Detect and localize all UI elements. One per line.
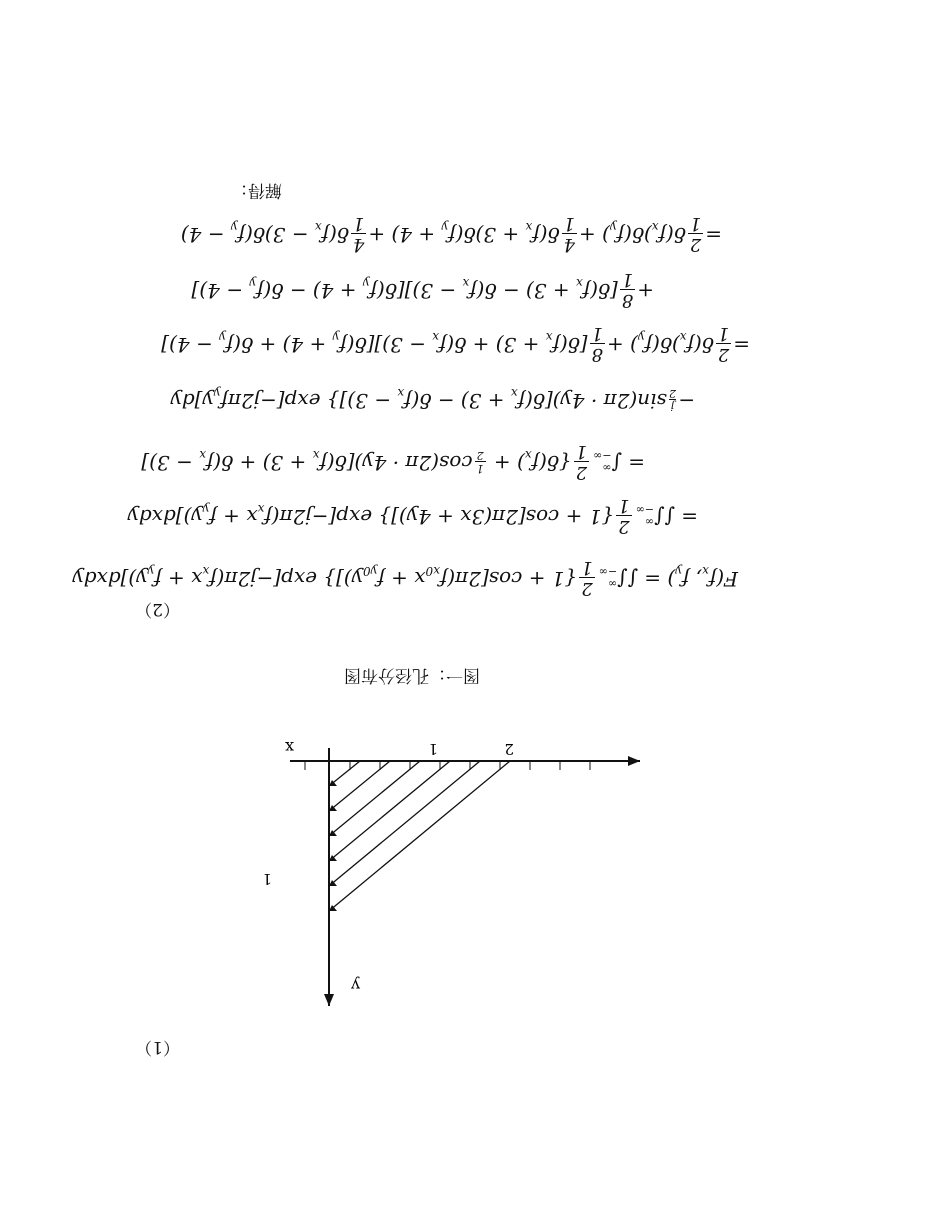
solution-label: 解得： [231,180,282,200]
equation-line-7: = 2 1 $\delta(f_x)\delta(f_y)$ + 4 1 $\delta(f_x + 3)\delta(f_y + 4)$ + 4 1 $\delta(f_x - 3)\delta(f_y - 4)$ [180,213,722,255]
equation-line-3: = ∫ ∞ −∞ 2 1 {$\delta(f_x)$ + 1 2 $\cos(2\pi \cdot 4y)[\delta(f_x + 3) + \delta(f_x - 3)]$ [141,441,645,483]
y-axis-label: y [350,976,360,995]
equation-line-4: − j 2 $\sin(2\pi \cdot 4y)[\delta(f_x + 3) - \delta(f_x - 3)]$} $\exp[-j2\pi f_yy]dy$ [170,386,695,413]
equation-line-6: + 8 1 $[\delta(f_x + 3) - \delta(f_x - 3)][\delta(f_y + 4) - \delta(f_y - 4)]$ [191,269,654,311]
x-axis-label: x [284,738,294,757]
x-axis-arrowhead [628,756,640,766]
y-tick-label-1: 1 [262,870,272,888]
aperture-hatching [329,761,480,886]
item-number-1: （1） [135,1037,180,1057]
item-number-2: （2） [135,599,180,619]
equation-line-2: = ∫∫ ∞ −∞ 2 1 {1 + cos[2π(3x + 4y)]} $\exp[-j2\pi(f_xx$ + $f_yy)]dxdy$ [127,495,698,537]
aperture-figure [262,710,650,1010]
equation-line-5: = 2 1 $\delta(f_x)\delta(f_y)$ + 8 1 $[\delta(f_x + 3) + \delta(f_x - 3)][\delta(f_y + 4) + \delta(f_y - 4)]$ [161,323,750,365]
x-tick-label-1: 1 [428,740,438,758]
x-tick-label-2: 2 [504,740,514,758]
aperture-edge [329,761,510,911]
equation-fourier-transform: $F(f_x$, $f_y$) = ∫∫ ∞ −∞ 2 1 $\{1 + \cos[2\pi(f_{x0}x + f_{y0}y)]\}$ $\exp[-j2\pi(f_xx$ + $f_yy)]dxdy$ [72,557,738,599]
figure-caption: 图一：孔径分布图 [344,665,480,685]
y-axis-arrowhead [324,994,334,1006]
